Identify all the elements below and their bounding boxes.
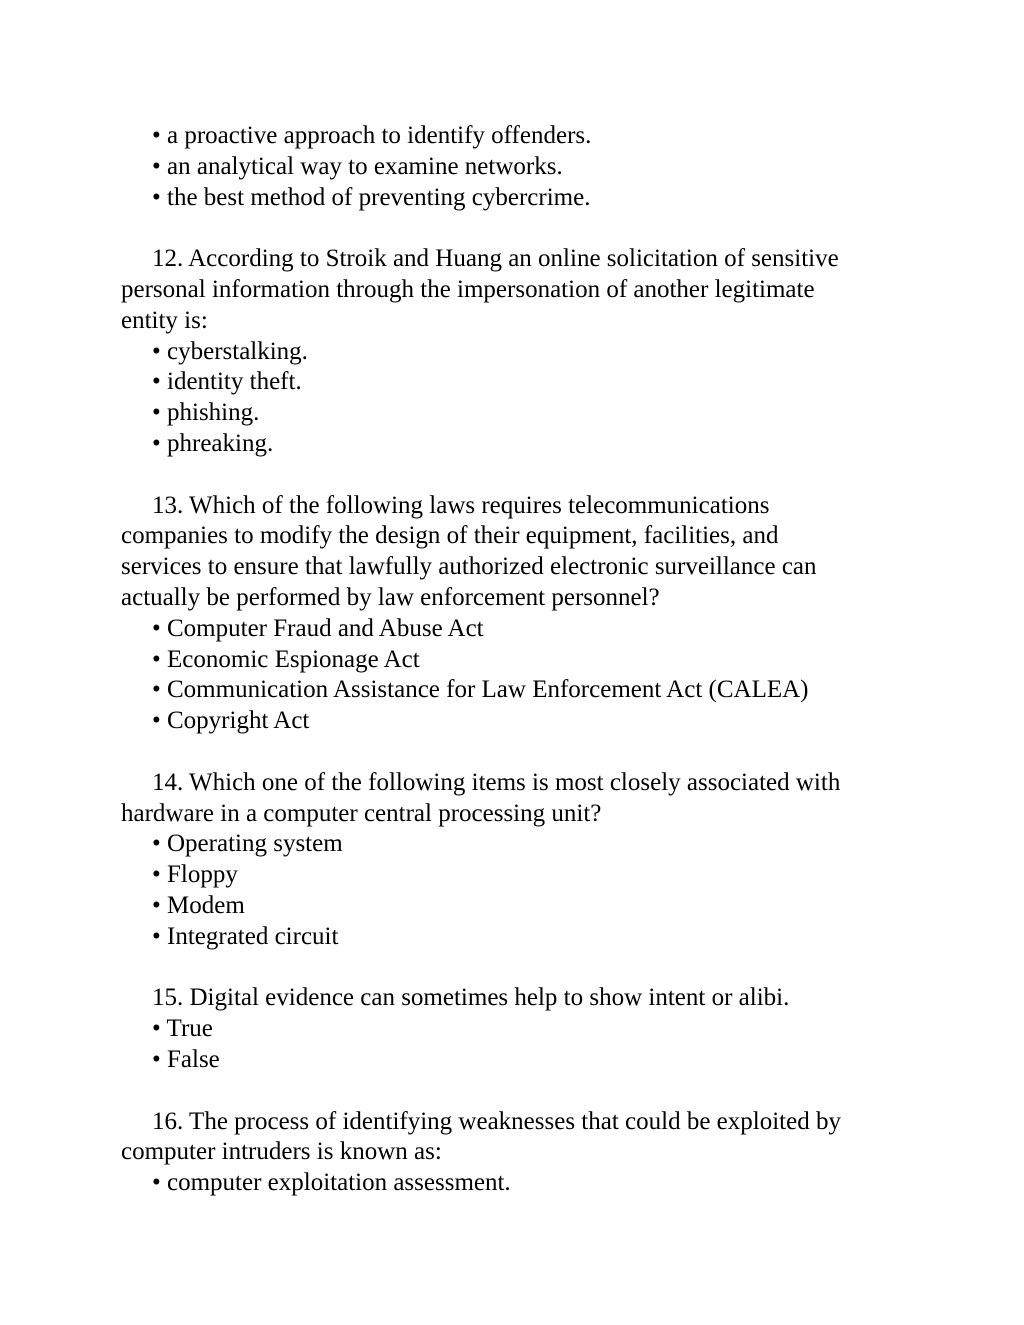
question-16	[121, 1107, 901, 1199]
question-text: 15. Digital evidence can sometimes help to show intent or alibi.	[152, 984, 790, 1012]
option-item: • Modem	[152, 891, 245, 919]
question-text: companies to modify the design of their equipment, facilities, and	[121, 522, 779, 550]
question-13	[121, 491, 901, 737]
option-item: • cyberstalking.	[152, 337, 308, 365]
question-text: 16. The process of identifying weaknesses that could be exploited by	[152, 1107, 841, 1135]
option-item: • Economic Espionage Act	[152, 645, 420, 673]
option-item: • True	[152, 1015, 213, 1043]
option-item: • Floppy	[152, 861, 238, 889]
option-item: • the best method of preventing cybercrime.	[152, 183, 591, 211]
option-item: • phishing.	[152, 399, 260, 427]
option-item: • computer exploitation assessment.	[152, 1169, 511, 1197]
spacer	[121, 737, 901, 768]
option-item: • False	[152, 1045, 220, 1073]
question-text: 12. According to Stroik and Huang an online solicitation of sensitive	[152, 245, 839, 273]
spacer	[121, 1076, 901, 1107]
option-item: • Operating system	[152, 830, 343, 858]
intro-options-list	[121, 121, 901, 213]
question-text: actually be performed by law enforcement personnel?	[121, 583, 660, 611]
option-item: • Communication Assistance for Law Enforcement Act (CALEA)	[152, 676, 809, 704]
question-text: services to ensure that lawfully authorized electronic surveillance can	[121, 553, 817, 581]
spacer	[121, 460, 901, 491]
spacer	[121, 953, 901, 984]
spacer	[121, 213, 901, 244]
option-item: • Integrated circuit	[152, 922, 339, 950]
option-item: • phreaking.	[152, 429, 274, 457]
option-item: • an analytical way to examine networks.	[152, 152, 563, 180]
document-body	[121, 121, 901, 1199]
question-text: entity is:	[121, 306, 208, 334]
question-text: hardware in a computer central processing unit?	[121, 799, 602, 827]
question-text: computer intruders is known as:	[121, 1138, 442, 1166]
option-item: • identity theft.	[152, 368, 302, 396]
option-item: • a proactive approach to identify offenders.	[152, 122, 592, 149]
option-item: • Computer Fraud and Abuse Act	[152, 614, 484, 642]
question-text: 13. Which of the following laws requires telecommunications	[152, 491, 770, 519]
question-14	[121, 768, 901, 953]
question-text: 14. Which one of the following items is most closely associated with	[152, 768, 841, 796]
option-item: • Copyright Act	[152, 707, 310, 735]
question-12	[121, 244, 901, 460]
question-15	[121, 983, 901, 1075]
question-text: personal information through the impersonation of another legitimate	[121, 275, 815, 303]
